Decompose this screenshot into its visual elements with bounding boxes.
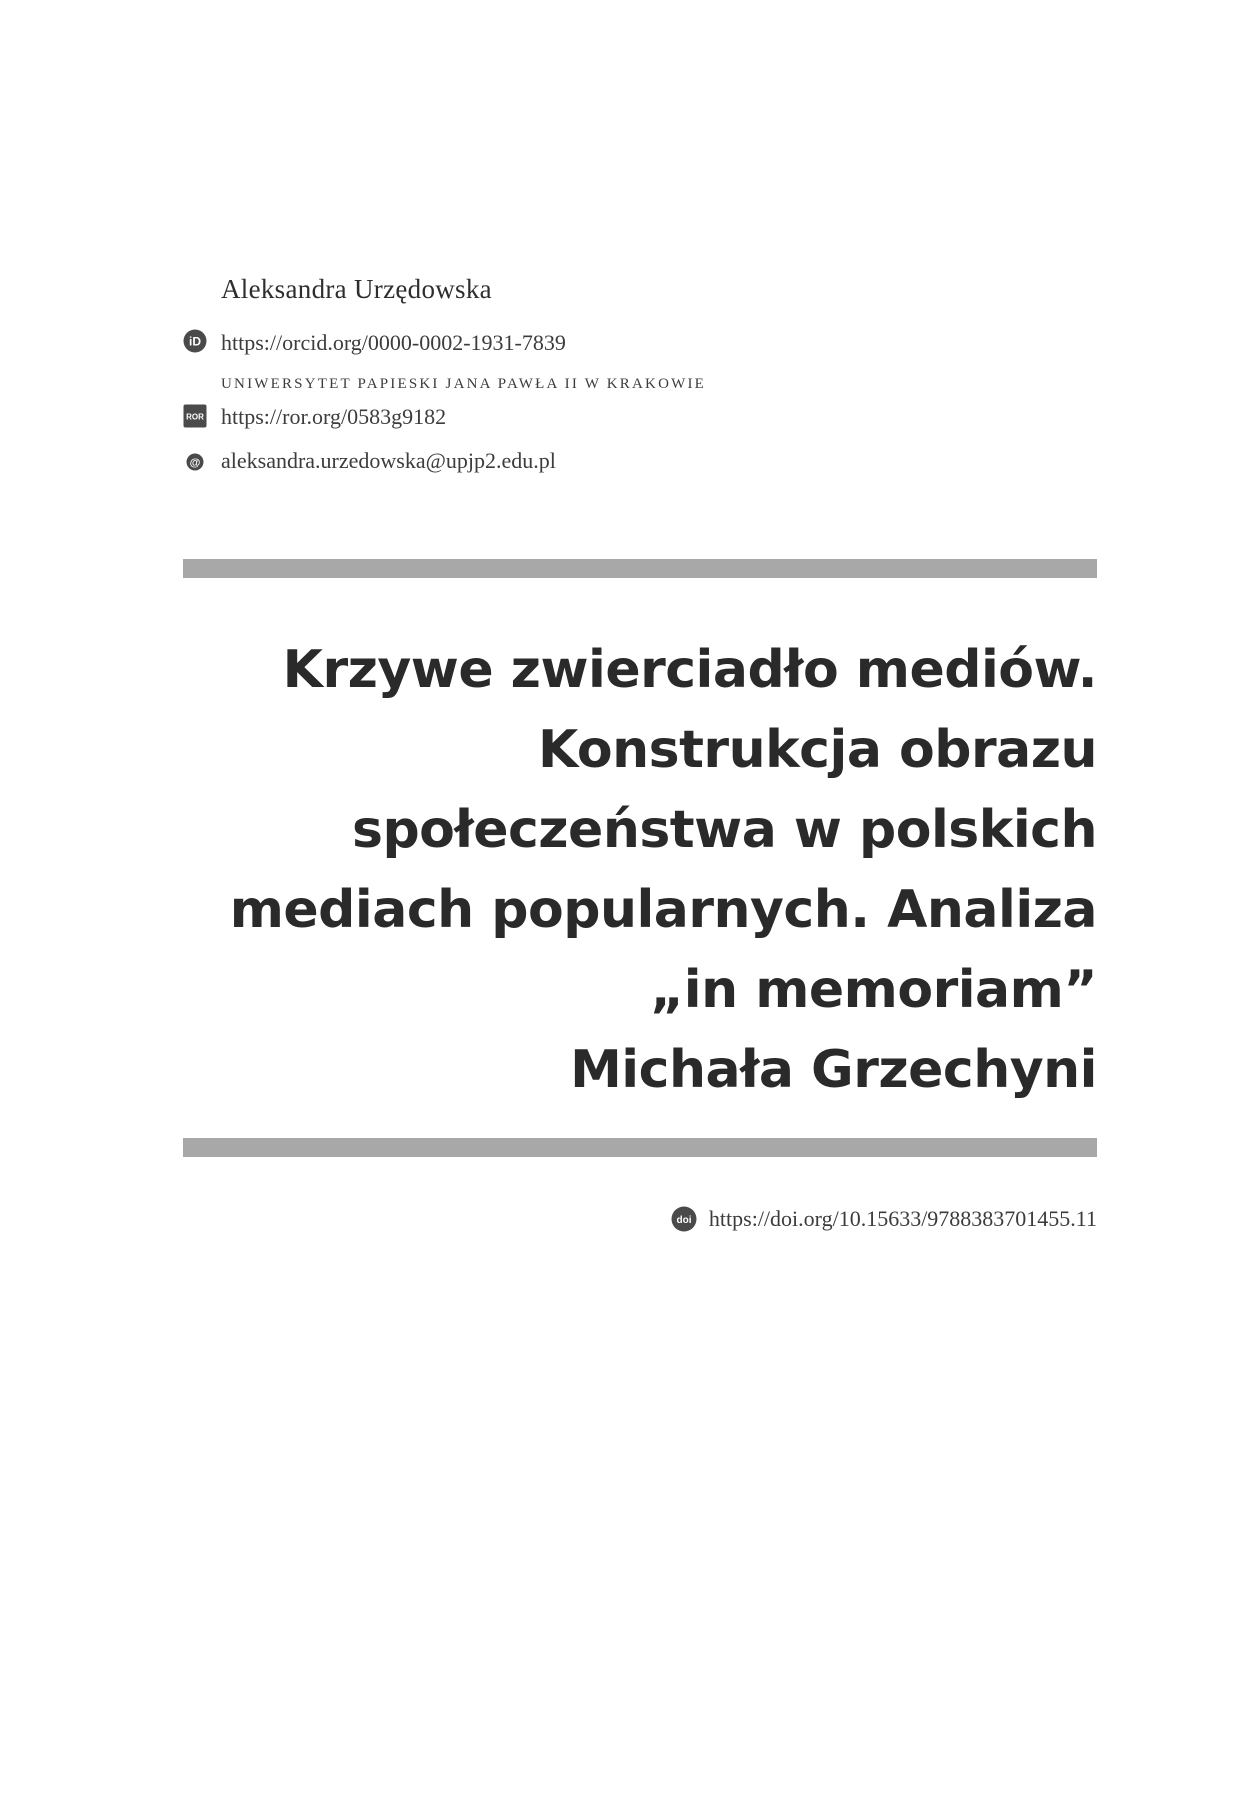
title-line: „in memoriam” (650, 960, 1097, 1020)
title-line: społeczeństwa w polskich (352, 800, 1097, 860)
author-name: Aleksandra Urzędowska (221, 274, 492, 304)
doi-icon (671, 1206, 697, 1232)
doi-block (671, 1206, 1097, 1232)
title-line: Krzywe zwierciadło mediów. (282, 640, 1097, 700)
affiliation: UNIWERSYTET PAPIESKI JANA PAWŁA II W KRAKOWIE (221, 376, 707, 392)
title-line: Konstrukcja obrazu (538, 720, 1097, 780)
orcid-icon (183, 329, 207, 353)
title-line: mediach popularnych. Analiza (229, 880, 1097, 940)
svg-text:iD: iD (189, 334, 201, 349)
svg-text:@: @ (189, 457, 201, 469)
ror-link[interactable]: https://ror.org/0583g9182 (221, 404, 447, 429)
bottom-rule (183, 1138, 1097, 1157)
orcid-link[interactable]: https://orcid.org/0000-0002-1931-7839 (221, 330, 566, 355)
email-link[interactable]: aleksandra.urzedowska@upjp2.edu.pl (221, 448, 556, 473)
top-rule (183, 559, 1097, 578)
email-icon (185, 452, 205, 472)
ror-icon (183, 404, 207, 428)
article-title (137, 630, 1097, 1110)
svg-text:doi: doi (676, 1215, 692, 1226)
title-line: Michała Grzechyni (570, 1040, 1097, 1100)
svg-text:ROR: ROR (186, 412, 204, 422)
doi-link[interactable]: https://doi.org/10.15633/9788383701455.11 (708, 1206, 1097, 1231)
